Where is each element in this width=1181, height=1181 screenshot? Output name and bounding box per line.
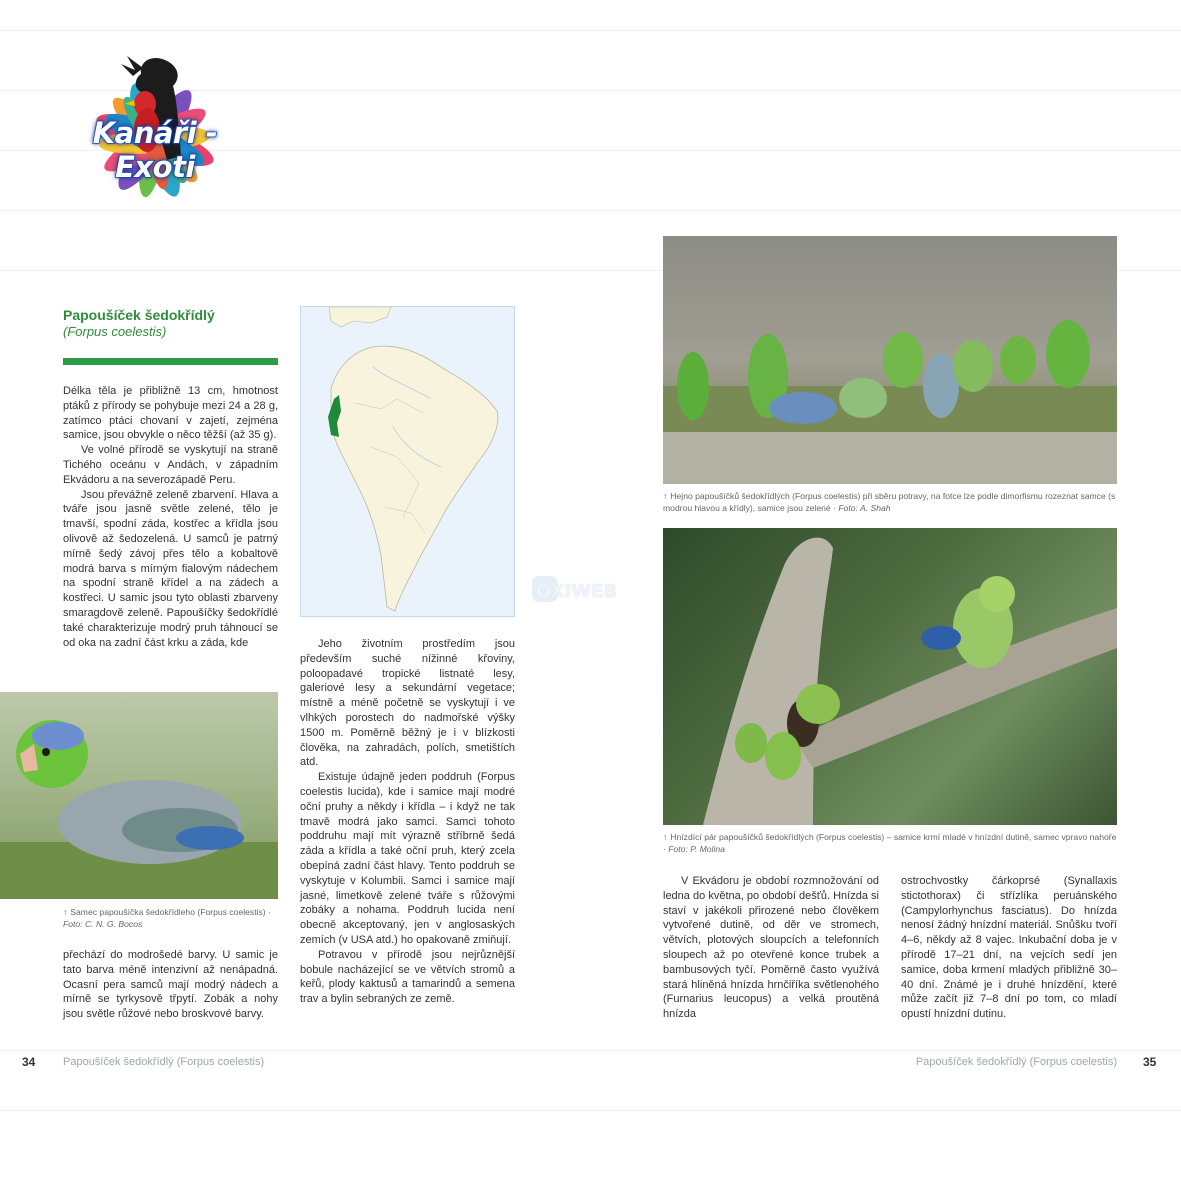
caption-arrow-icon: ↑ <box>663 832 668 842</box>
caption-top-right-text: Hejno papoušíčků šedokřídlých (Forpus coelestis) při sběru potravy, na fotce lze podle dimorfismu rozeznat samce (s modrou hlavou a křídly), samice jsou zelené <box>663 491 1116 513</box>
paragraph: ostrochvostky čárkoprsé (Synallaxis stictothorax) či střízlíka peruánského (Campylorhynchus fasciatus). Do hnízda nenosí žádný hnízdní materiál. Snůšku tvoří 4–6, někdy až 8 vajec. Inkubační doba je v přírodě 17–21 dní, na vejcích sedí jen samice, doba krmení mladých přibližně 30–40 dní. Známé je i druhé hnízdění, které může začít již 7–8 dní po tom, co mladí opustí hnízdní dutinu. <box>901 875 1117 1021</box>
paragraph: V Ekvádoru je období rozmnožování od ledna do května, po období dešťů. Hnízda si staví v jakékoli přirozené nebo člověkem vytvořené dutině, od děr ve stromech, větvích, plotových sloupcích a telefonních sloupech až po otevřené konce trubek a bambusových tyčí. Poměrně často využívá stará hliněná hnízda hrnčiříka světlenohého (Furnarius leucopus) a velká proutěná hnízda <box>663 875 879 1021</box>
paragraph: Potravou v přírodě jsou nejrůznější bobule nacházející se ve větvích stromů a keřů, plody kaktusů a tamarindů a semena trav a bylin sebraných ze země. <box>300 948 515 1006</box>
column-4 <box>901 874 1117 1022</box>
paragraph: Existuje údajně jeden poddruh (Forpus coelestis lucida), kde i samice mají modré oční pruhy a někdy i křídla – i když ne tak tmavě modrá jako samci. Samci tohoto poddruhu mají mít výrazně stříbrně šedá záda a křídla a také oční pruh, který zcela obepíná zadní část hlavy. Tento poddruh se vyskytuje v Kolumbii. Samci i samice mají jasné, limetkově zelené tváře s růžovými zobáky a nohama. Poddruh lucida není obecně akceptovaný, jen v anglosaských zemích (v USA atd.) ho opakovaně zmiňují. <box>300 771 515 946</box>
paragraph: Jeho životním prostředím jsou především suché nížinné křoviny, poloopadavé tropické listnaté lesy, galeriové lesy a sekundární vegetace; místně a méně početně se vyskytují i ve vlhkých porostech do nadmořské výšky 1500 m. Poměrně běžný je i v blízkosti člověka, na zahradách, polích, smetištích atd. <box>300 638 515 769</box>
page-number-right: 35 <box>1143 1055 1157 1069</box>
photo-male-parrotlet <box>0 692 278 899</box>
running-footer-right: Papoušíček šedokřídlý (Forpus coelestis) <box>915 1056 1117 1068</box>
nesting-illustration <box>663 528 1117 825</box>
paragraph: Ve volné přírodě se vyskytují na straně Tichého oceánu v Andách, v západním Ekvádoru a na severozápadě Peru. <box>63 444 278 486</box>
caption-left-text: Samec papoušíčka šedokřídleho (Forpus coelestis) <box>70 907 266 917</box>
article-title: Papoušíček šedokřídlý <box>63 307 215 323</box>
paragraph: přechází do modrošedé barvy. U samic je tato barva méně intenzivní až nenápadná. Ocasní pera samců mají modrý nádech a mírně se tyrkysově třpytí. Zobák a nohy jsou světle růžové nebo broskvové barvy. <box>63 949 278 1021</box>
caption-arrow-icon: ↑ <box>663 491 668 501</box>
parrotlet-illustration <box>0 692 278 899</box>
watermark-text: OXIWEB <box>536 581 618 602</box>
caption-mid-right-credit: Foto: P. Molina <box>668 844 725 854</box>
caption-left: ↑ Samec papoušíčka šedokřídleho (Forpus coelestis) · Foto: C. N. G. Bocos <box>63 907 271 929</box>
heading-accent-bar <box>63 358 278 365</box>
photo-nesting-pair <box>663 528 1117 825</box>
page-number-left: 34 <box>22 1055 36 1069</box>
column-3 <box>663 874 879 1022</box>
flock-illustration <box>663 236 1117 484</box>
paragraph: Jsou převážně zeleně zbarvení. Hlava a tváře jsou jasně světle zelené, tělo je tmavší, spodní záda, kostřec a křídla jsou olivově až šedozelená. U samců je patrný mírně šedý závoj přes tělo a kobaltově modrá barva s mírným fialovým nádechem na spodní straně křídel a na zádech a kostřeci. U samic jsou tyto oblasti zbarveny smaragdově zeleně. Papoušíčky šedokřídlé také charakterizuje modrý pruh táhnoucí se od oka na zadní část krku a záda, kde <box>63 488 278 649</box>
running-footer-left: Papoušíček šedokřídlý (Forpus coelestis) <box>63 1056 265 1068</box>
caption-top-right-credit: Foto: A. Shah <box>838 503 891 513</box>
caption-mid-right-text: Hnízdící pár papoušíčků šedokřídlých (Forpus coelestis) – samice krmí mladé v hnízdní dutině, samec vpravo nahoře <box>670 832 1117 842</box>
caption-left-credit: Foto: C. N. G. Bocos <box>63 919 143 929</box>
watermark <box>530 572 650 606</box>
paragraph: Délka těla je přibližně 13 cm, hmotnost ptáků z přírody se pohybuje mezi 24 a 28 g, zatímco ptáci chovaní v zajetí, zejména samice, jsou obvykle o něco těžší (až 35 g). <box>63 385 278 442</box>
article-latin-name: (Forpus coelestis) <box>63 324 167 339</box>
caption-mid-right: ↑ Hnízdící pár papoušíčků šedokřídlých (Forpus coelestis) – samice krmí mladé v hnízdní dutině, samec vpravo nahoře · Foto: P. Molina <box>663 832 1117 854</box>
article-heading <box>63 307 278 340</box>
column-1-top <box>63 384 278 650</box>
photo-flock-feeding <box>663 236 1117 484</box>
watermark-graphic <box>530 572 650 606</box>
logo <box>55 48 255 223</box>
logo-text: Kanáři - Exoti <box>92 116 218 184</box>
column-2 <box>300 637 515 1007</box>
caption-top-right: ↑ Hejno papoušíčků šedokřídlých (Forpus coelestis) při sběru potravy, na fotce lze podle dimorfismu rozeznat samce (s modrou hlavou a křídly), samice jsou zelené · Foto: A. Shah <box>663 491 1116 513</box>
caption-arrow-icon: ↑ <box>63 907 68 917</box>
south-america-map <box>301 307 514 616</box>
column-1-bottom <box>63 948 278 1022</box>
range-map <box>300 306 515 617</box>
